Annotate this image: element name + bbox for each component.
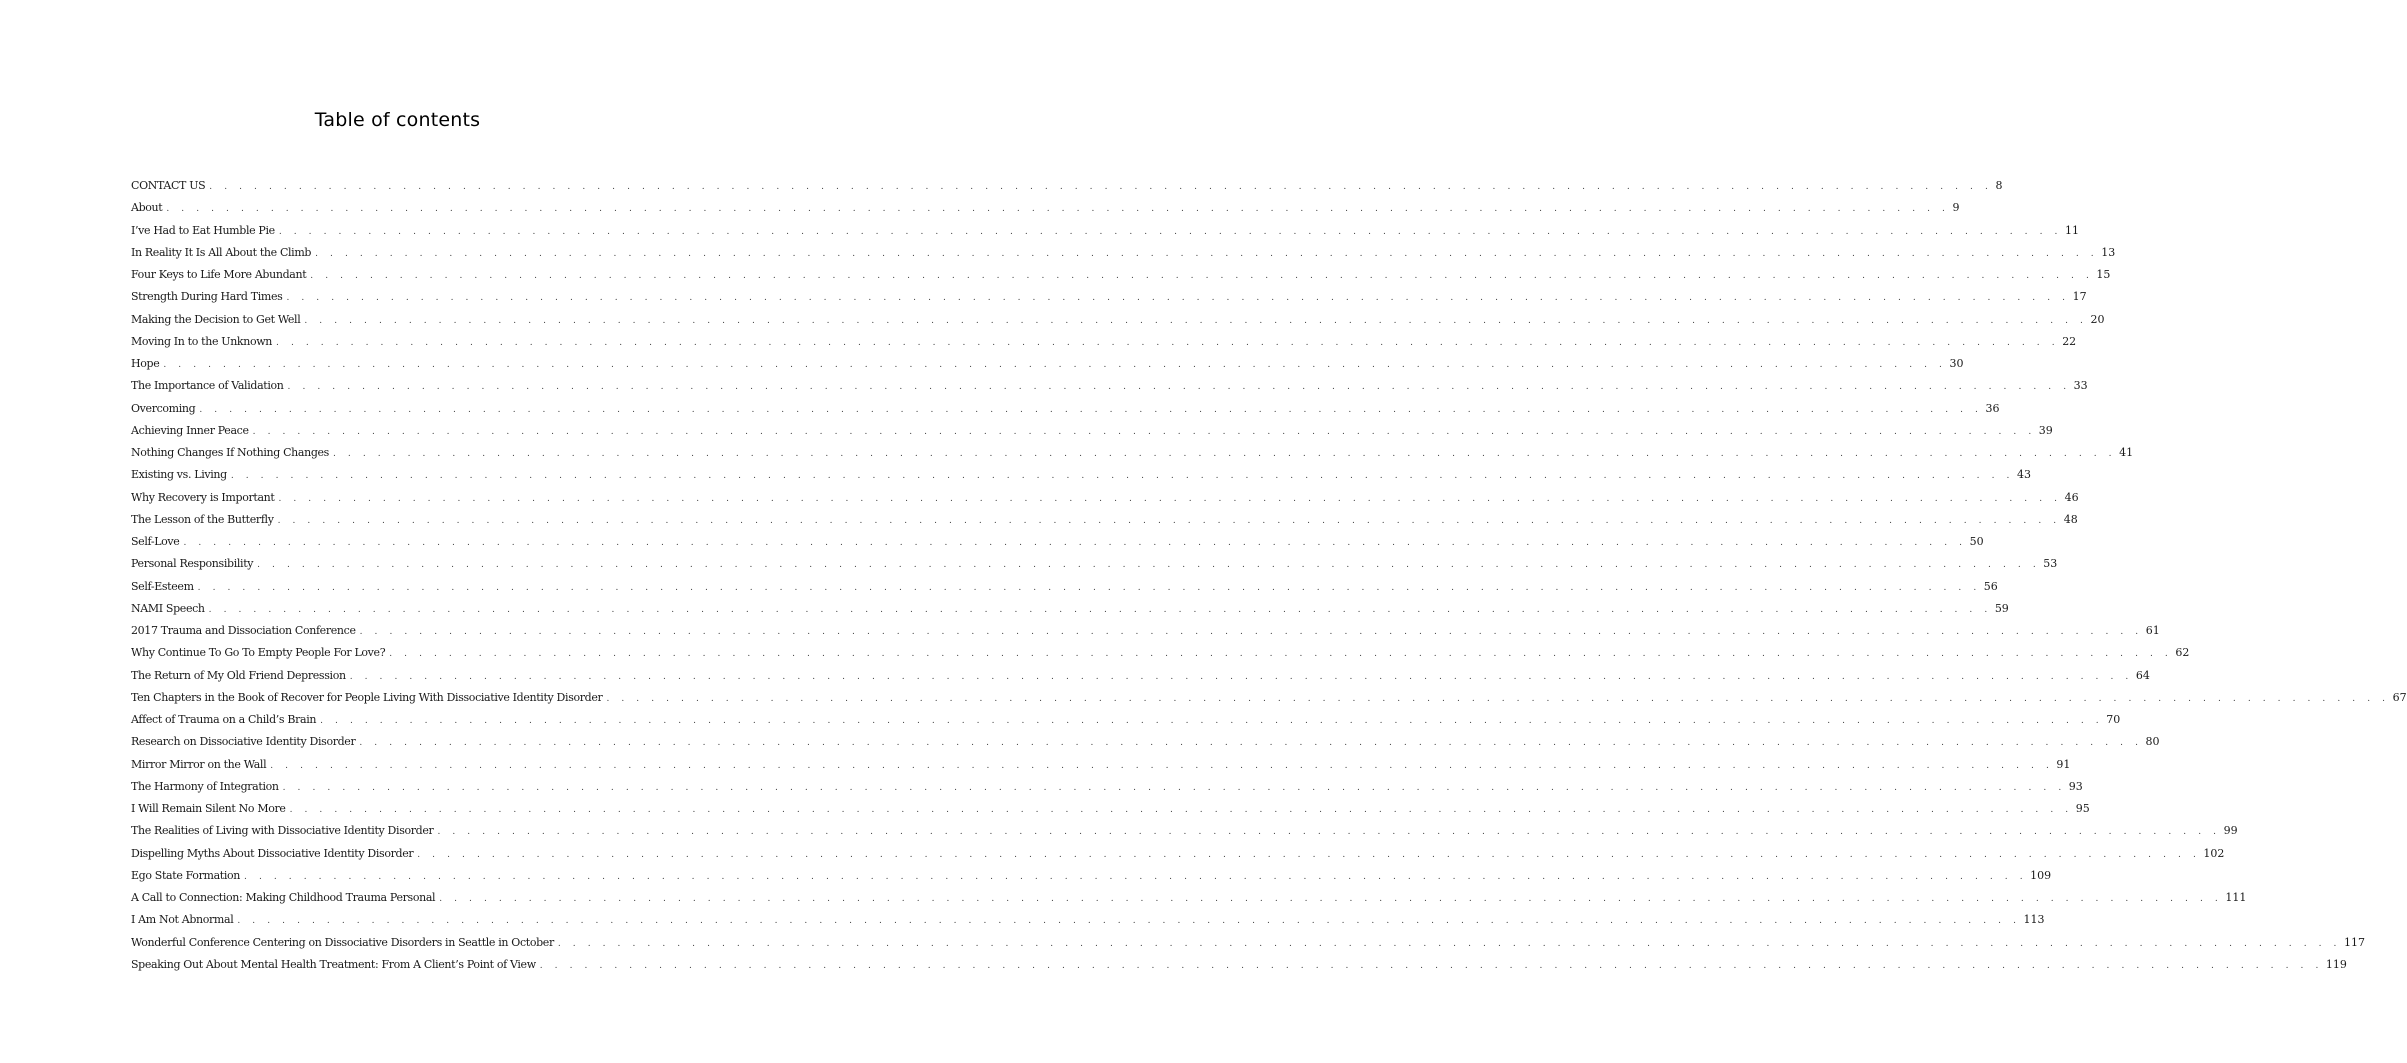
toc-entry-page-number: 50 xyxy=(1969,535,1984,548)
toc-entry-page-number: 109 xyxy=(2030,868,2052,882)
toc-entry-title: NAMI Speech xyxy=(131,601,205,615)
toc-entry-title: I’ve Had to Eat Humble Pie xyxy=(131,223,275,237)
dot-leader: . . . . . . . . . . . . . . . . . . . . . . . . . . . . . . . . . . . . . . . . . . . . . . . . . . . . . . . . . . . . . . . . . . . . . . . . . . . . . . . . . . . . . . . . . . . . . . . . . . . . . . . . . . . . . . . . . . . . . . . . xyxy=(277,515,2061,526)
toc-entry-page-number: 80 xyxy=(2145,735,2160,749)
dot-leader: . . . . . . . . . . . . . . . . . . . . . . . . . . . . . . . . . . . . . . . . . . . . . . . . . . . . . . . . . . . . . . . . . . . . . . . . . . . . . . . . . . . . . . . . . . . . . . . . . . . . . . . . . . . . . . . . . . . . . . . . xyxy=(539,960,2323,971)
toc-entry-title: Ten Chapters in the Book of Recover for People Living With Dissociative Identity Disorder xyxy=(131,690,603,704)
toc-entry[interactable] xyxy=(131,687,2407,709)
toc-entry-page-number: 13 xyxy=(2101,245,2116,259)
toc-entry-page-number: 61 xyxy=(2145,624,2160,637)
toc-entry-title: Strength During Hard Times xyxy=(131,290,283,304)
toc-entry[interactable] xyxy=(131,553,2058,575)
toc-entry-title: The Realities of Living with Dissociative Identity Disorder xyxy=(131,824,434,838)
toc-entry-page-number: 15 xyxy=(2096,268,2111,281)
toc-entry-page-number: 117 xyxy=(2344,935,2366,949)
toc-entry-title: CONTACT US xyxy=(131,179,206,192)
toc-entry[interactable] xyxy=(131,286,2087,308)
toc-entry[interactable] xyxy=(131,464,2031,486)
toc-entry[interactable] xyxy=(131,865,2052,887)
toc-entry-title: Research on Dissociative Identity Disorder xyxy=(131,735,356,749)
toc-entry[interactable] xyxy=(131,709,2121,731)
toc-entry[interactable] xyxy=(131,331,2077,353)
toc-entry-title: 2017 Trauma and Dissociation Conference xyxy=(131,624,356,637)
toc-entry-page-number: 70 xyxy=(2106,713,2121,726)
toc-entry-title: In Reality It Is All About the Climb xyxy=(131,245,312,259)
dot-leader: . . . . . . . . . . . . . . . . . . . . . . . . . . . . . . . . . . . . . . . . . . . . . . . . . . . . . . . . . . . . . . . . . . . . . . . . . . . . . . . . . . . . . . . . . . . . . . . . . . . . . . . . . . . . . . . . . . . . . . . . xyxy=(389,649,2173,660)
dot-leader: . . . . . . . . . . . . . . . . . . . . . . . . . . . . . . . . . . . . . . . . . . . . . . . . . . . . . . . . . . . . . . . . . . . . . . . . . . . . . . . . . . . . . . . . . . . . . . . . . . . . . . . . . . . . . . . . . . . . . . . . xyxy=(557,938,2342,949)
toc-entry[interactable] xyxy=(131,754,2071,776)
toc-entry-title: Why Continue To Go To Empty People For Love? xyxy=(131,646,386,660)
dot-leader: . . . . . . . . . . . . . . . . . . . . . . . . . . . . . . . . . . . . . . . . . . . . . . . . . . . . . . . . . . . . . . . . . . . . . . . . . . . . . . . . . . . . . . . . . . . . . . . . . . . . . . . . . . . . . . . . . . . . . . . . xyxy=(606,693,2390,704)
dot-leader: . . . . . . . . . . . . . . . . . . . . . . . . . . . . . . . . . . . . . . . . . . . . . . . . . . . . . . . . . . . . . . . . . . . . . . . . . . . . . . . . . . . . . . . . . . . . . . . . . . . . . . . . . . . . . . . . . . . . . . . . xyxy=(163,360,1947,370)
toc-entry-title: Hope xyxy=(131,357,160,370)
toc-entry[interactable] xyxy=(131,843,2225,865)
dot-leader: . . . . . . . . . . . . . . . . . . . . . . . . . . . . . . . . . . . . . . . . . . . . . . . . . . . . . . . . . . . . . . . . . . . . . . . . . . . . . . . . . . . . . . . . . . . . . . . . . . . . . . . . . . . . . . . . . . . . . . . . xyxy=(257,560,2041,571)
toc-entry[interactable] xyxy=(131,242,2116,264)
toc-entry-title: I Will Remain Silent No More xyxy=(131,802,286,815)
toc-entry-title: Speaking Out About Mental Health Treatment: From A Client’s Point of View xyxy=(131,957,536,971)
dot-leader: . . . . . . . . . . . . . . . . . . . . . . . . . . . . . . . . . . . . . . . . . . . . . . . . . . . . . . . . . . . . . . . . . . . . . . . . . . . . . . . . . . . . . . . . . . . . . . . . . . . . . . . . . . . . . . . . . . . . . . . . xyxy=(349,671,2133,682)
toc-entry-page-number: 67 xyxy=(2392,690,2407,704)
toc-entry-title: I Am Not Abnormal xyxy=(131,913,234,927)
toc-entry[interactable] xyxy=(131,531,1984,553)
dot-leader: . . . . . . . . . . . . . . . . . . . . . . . . . . . . . . . . . . . . . . . . . . . . . . . . . . . . . . . . . . . . . . . . . . . . . . . . . . . . . . . . . . . . . . . . . . . . . . . . . . . . . . . . . . . . . . . . . . . . . . . . xyxy=(437,827,2221,838)
toc-entry-title: The Importance of Validation xyxy=(131,379,284,393)
toc-entry-title: The Return of My Old Friend Depression xyxy=(131,668,346,682)
dot-leader: . . . . . . . . . . . . . . . . . . . . . . . . . . . . . . . . . . . . . . . . . . . . . . . . . . . . . . . . . . . . . . . . . . . . . . . . . . . . . . . . . . . . . . . . . . . . . . . . . . . . . . . . . . . . . . . . . . . . . . . . xyxy=(209,182,1993,192)
toc-entry[interactable] xyxy=(131,398,2000,420)
table-of-contents xyxy=(131,175,2407,976)
toc-entry[interactable] xyxy=(131,620,2160,642)
toc-entry[interactable] xyxy=(131,220,2079,242)
toc-entry-title: Overcoming xyxy=(131,401,196,415)
toc-entry-title: Nothing Changes If Nothing Changes xyxy=(131,446,329,459)
dot-leader: . . . . . . . . . . . . . . . . . . . . . . . . . . . . . . . . . . . . . . . . . . . . . . . . . . . . . . . . . . . . . . . . . . . . . . . . . . . . . . . . . . . . . . . . . . . . . . . . . . . . . . . . . . . . . . . . . . . . . . . . xyxy=(244,871,2028,882)
dot-leader: . . . . . . . . . . . . . . . . . . . . . . . . . . . . . . . . . . . . . . . . . . . . . . . . . . . . . . . . . . . . . . . . . . . . . . . . . . . . . . . . . . . . . . . . . . . . . . . . . . . . . . . . . . . . . . . . . . . . . . . . xyxy=(208,604,1992,615)
toc-entry-page-number: 99 xyxy=(2223,824,2238,838)
toc-entry-page-number: 119 xyxy=(2325,957,2347,971)
page-title: Table of contents xyxy=(314,108,481,131)
toc-entry-title: Ego State Formation xyxy=(131,868,241,882)
toc-entry-page-number: 95 xyxy=(2075,802,2090,815)
toc-entry-title: Personal Responsibility xyxy=(131,557,254,571)
dot-leader: . . . . . . . . . . . . . . . . . . . . . . . . . . . . . . . . . . . . . . . . . . . . . . . . . . . . . . . . . . . . . . . . . . . . . . . . . . . . . . . . . . . . . . . . . . . . . . . . . . . . . . . . . . . . . . . . . . . . . . . . xyxy=(315,248,2099,259)
toc-entry-title: About xyxy=(131,201,163,215)
toc-entry-page-number: 17 xyxy=(2072,290,2087,304)
dot-leader: . . . . . . . . . . . . . . . . . . . . . . . . . . . . . . . . . . . . . . . . . . . . . . . . . . . . . . . . . . . . . . . . . . . . . . . . . . . . . . . . . . . . . . . . . . . . . . . . . . . . . . . . . . . . . . . . . . . . . . . . xyxy=(289,805,2073,815)
dot-leader: . . . . . . . . . . . . . . . . . . . . . . . . . . . . . . . . . . . . . . . . . . . . . . . . . . . . . . . . . . . . . . . . . . . . . . . . . . . . . . . . . . . . . . . . . . . . . . . . . . . . . . . . . . . . . . . . . . . . . . . . xyxy=(439,894,2223,904)
toc-entry[interactable] xyxy=(131,798,2090,820)
toc-entry[interactable] xyxy=(131,353,1964,375)
dot-leader: . . . . . . . . . . . . . . . . . . . . . . . . . . . . . . . . . . . . . . . . . . . . . . . . . . . . . . . . . . . . . . . . . . . . . . . . . . . . . . . . . . . . . . . . . . . . . . . . . . . . . . . . . . . . . . . . . . . . . . . . xyxy=(278,493,2062,504)
toc-entry[interactable] xyxy=(131,598,2009,620)
toc-entry[interactable] xyxy=(131,309,2105,331)
toc-entry-title: Self-Esteem xyxy=(131,579,194,593)
toc-entry[interactable] xyxy=(131,375,2088,397)
toc-entry-title: Moving In to the Unknown xyxy=(131,334,273,348)
toc-entry-title: Four Keys to Life More Abundant xyxy=(131,268,307,281)
toc-entry[interactable] xyxy=(131,442,2134,464)
toc-entry[interactable] xyxy=(131,487,2079,509)
toc-entry-page-number: 39 xyxy=(2038,423,2053,437)
toc-entry-page-number: 91 xyxy=(2056,757,2071,771)
toc-entry-title: Mirror Mirror on the Wall xyxy=(131,757,267,771)
toc-entry-page-number: 22 xyxy=(2062,334,2077,348)
toc-entry-title: Why Recovery is Important xyxy=(131,490,275,504)
dot-leader: . . . . . . . . . . . . . . . . . . . . . . . . . . . . . . . . . . . . . . . . . . . . . . . . . . . . . . . . . . . . . . . . . . . . . . . . . . . . . . . . . . . . . . . . . . . . . . . . . . . . . . . . . . . . . . . . . . . . . . . . xyxy=(237,916,2021,927)
toc-entry-page-number: 41 xyxy=(2119,446,2134,459)
toc-entry-page-number: 93 xyxy=(2068,779,2083,793)
dot-leader: . . . . . . . . . . . . . . . . . . . . . . . . . . . . . . . . . . . . . . . . . . . . . . . . . . . . . . . . . . . . . . . . . . . . . . . . . . . . . . . . . . . . . . . . . . . . . . . . . . . . . . . . . . . . . . . . . . . . . . . . xyxy=(230,471,2014,482)
toc-entry-title: Existing vs. Living xyxy=(131,468,227,482)
toc-entry-page-number: 102 xyxy=(2203,846,2225,860)
toc-entry-page-number: 64 xyxy=(2135,668,2150,682)
toc-entry-page-number: 36 xyxy=(1985,401,2000,415)
dot-leader: . . . . . . . . . . . . . . . . . . . . . . . . . . . . . . . . . . . . . . . . . . . . . . . . . . . . . . . . . . . . . . . . . . . . . . . . . . . . . . . . . . . . . . . . . . . . . . . . . . . . . . . . . . . . . . . . . . . . . . . . xyxy=(286,293,2070,304)
toc-entry-page-number: 43 xyxy=(2016,468,2031,482)
dot-leader: . . . . . . . . . . . . . . . . . . . . . . . . . . . . . . . . . . . . . . . . . . . . . . . . . . . . . . . . . . . . . . . . . . . . . . . . . . . . . . . . . . . . . . . . . . . . . . . . . . . . . . . . . . . . . . . . . . . . . . . . xyxy=(166,204,1950,215)
toc-entry-page-number: 20 xyxy=(2090,312,2105,326)
dot-leader: . . . . . . . . . . . . . . . . . . . . . . . . . . . . . . . . . . . . . . . . . . . . . . . . . . . . . . . . . . . . . . . . . . . . . . . . . . . . . . . . . . . . . . . . . . . . . . . . . . . . . . . . . . . . . . . . . . . . . . . . xyxy=(270,760,2054,771)
toc-entry[interactable] xyxy=(131,820,2238,842)
toc-entry-page-number: 46 xyxy=(2064,490,2079,504)
dot-leader: . . . . . . . . . . . . . . . . . . . . . . . . . . . . . . . . . . . . . . . . . . . . . . . . . . . . . . . . . . . . . . . . . . . . . . . . . . . . . . . . . . . . . . . . . . . . . . . . . . . . . . . . . . . . . . . . . . . . . . . . xyxy=(304,315,2088,326)
toc-entry-page-number: 62 xyxy=(2175,646,2190,660)
dot-leader: . . . . . . . . . . . . . . . . . . . . . . . . . . . . . . . . . . . . . . . . . . . . . . . . . . . . . . . . . . . . . . . . . . . . . . . . . . . . . . . . . . . . . . . . . . . . . . . . . . . . . . . . . . . . . . . . . . . . . . . . xyxy=(359,627,2143,637)
toc-entry-title: Affect of Trauma on a Child’s Brain xyxy=(131,713,317,726)
toc-entry-page-number: 48 xyxy=(2063,512,2078,526)
toc-entry-page-number: 59 xyxy=(1994,601,2009,615)
toc-entry-title: The Lesson of the Butterfly xyxy=(131,512,274,526)
toc-entry-title: A Call to Connection: Making Childhood Trauma Personal xyxy=(131,891,436,904)
toc-entry[interactable] xyxy=(131,642,2190,664)
toc-entry-title: The Harmony of Integration xyxy=(131,779,279,793)
toc-entry[interactable] xyxy=(131,509,2078,531)
toc-entry[interactable] xyxy=(131,665,2150,687)
toc-entry-page-number: 111 xyxy=(2225,891,2247,904)
dot-leader: . . . . . . . . . . . . . . . . . . . . . . . . . . . . . . . . . . . . . . . . . . . . . . . . . . . . . . . . . . . . . . . . . . . . . . . . . . . . . . . . . . . . . . . . . . . . . . . . . . . . . . . . . . . . . . . . . . . . . . . . xyxy=(252,426,2036,437)
dot-leader: . . . . . . . . . . . . . . . . . . . . . . . . . . . . . . . . . . . . . . . . . . . . . . . . . . . . . . . . . . . . . . . . . . . . . . . . . . . . . . . . . . . . . . . . . . . . . . . . . . . . . . . . . . . . . . . . . . . . . . . . xyxy=(332,449,2117,459)
toc-entry[interactable] xyxy=(131,731,2160,753)
dot-leader: . . . . . . . . . . . . . . . . . . . . . . . . . . . . . . . . . . . . . . . . . . . . . . . . . . . . . . . . . . . . . . . . . . . . . . . . . . . . . . . . . . . . . . . . . . . . . . . . . . . . . . . . . . . . . . . . . . . . . . . . xyxy=(310,271,2094,281)
toc-entry-page-number: 11 xyxy=(2064,223,2079,237)
dot-leader: . . . . . . . . . . . . . . . . . . . . . . . . . . . . . . . . . . . . . . . . . . . . . . . . . . . . . . . . . . . . . . . . . . . . . . . . . . . . . . . . . . . . . . . . . . . . . . . . . . . . . . . . . . . . . . . . . . . . . . . . xyxy=(199,404,1983,415)
toc-entry-page-number: 8 xyxy=(1995,179,2003,192)
toc-entry[interactable] xyxy=(131,909,2045,931)
toc-entry[interactable] xyxy=(131,776,2083,798)
toc-entry-title: Wonderful Conference Centering on Dissociative Disorders in Seattle in October xyxy=(131,935,554,949)
toc-entry[interactable] xyxy=(131,576,1998,598)
toc-entry-title: Self-Love xyxy=(131,535,180,548)
dot-leader: . . . . . . . . . . . . . . . . . . . . . . . . . . . . . . . . . . . . . . . . . . . . . . . . . . . . . . . . . . . . . . . . . . . . . . . . . . . . . . . . . . . . . . . . . . . . . . . . . . . . . . . . . . . . . . . . . . . . . . . . xyxy=(320,716,2104,726)
toc-entry-page-number: 56 xyxy=(1983,579,1998,593)
dot-leader: . . . . . . . . . . . . . . . . . . . . . . . . . . . . . . . . . . . . . . . . . . . . . . . . . . . . . . . . . . . . . . . . . . . . . . . . . . . . . . . . . . . . . . . . . . . . . . . . . . . . . . . . . . . . . . . . . . . . . . . . xyxy=(417,849,2201,860)
dot-leader: . . . . . . . . . . . . . . . . . . . . . . . . . . . . . . . . . . . . . . . . . . . . . . . . . . . . . . . . . . . . . . . . . . . . . . . . . . . . . . . . . . . . . . . . . . . . . . . . . . . . . . . . . . . . . . . . . . . . . . . . xyxy=(183,538,1967,548)
dot-leader: . . . . . . . . . . . . . . . . . . . . . . . . . . . . . . . . . . . . . . . . . . . . . . . . . . . . . . . . . . . . . . . . . . . . . . . . . . . . . . . . . . . . . . . . . . . . . . . . . . . . . . . . . . . . . . . . . . . . . . . . xyxy=(276,337,2060,348)
toc-entry[interactable] xyxy=(131,420,2053,442)
toc-entry[interactable] xyxy=(131,197,1960,219)
dot-leader: . . . . . . . . . . . . . . . . . . . . . . . . . . . . . . . . . . . . . . . . . . . . . . . . . . . . . . . . . . . . . . . . . . . . . . . . . . . . . . . . . . . . . . . . . . . . . . . . . . . . . . . . . . . . . . . . . . . . . . . . xyxy=(278,226,2062,237)
toc-entry[interactable] xyxy=(131,887,2247,909)
toc-entry-page-number: 9 xyxy=(1952,201,1960,215)
toc-entry-page-number: 33 xyxy=(2073,379,2088,393)
toc-entry-title: Achieving Inner Peace xyxy=(131,423,249,437)
toc-entry[interactable] xyxy=(131,264,2111,286)
toc-entry-page-number: 30 xyxy=(1949,357,1964,370)
dot-leader: . . . . . . . . . . . . . . . . . . . . . . . . . . . . . . . . . . . . . . . . . . . . . . . . . . . . . . . . . . . . . . . . . . . . . . . . . . . . . . . . . . . . . . . . . . . . . . . . . . . . . . . . . . . . . . . . . . . . . . . . xyxy=(282,782,2066,793)
toc-entry-page-number: 113 xyxy=(2023,913,2045,927)
dot-leader: . . . . . . . . . . . . . . . . . . . . . . . . . . . . . . . . . . . . . . . . . . . . . . . . . . . . . . . . . . . . . . . . . . . . . . . . . . . . . . . . . . . . . . . . . . . . . . . . . . . . . . . . . . . . . . . . . . . . . . . . xyxy=(287,382,2071,393)
toc-entry[interactable] xyxy=(131,954,2347,976)
dot-leader: . . . . . . . . . . . . . . . . . . . . . . . . . . . . . . . . . . . . . . . . . . . . . . . . . . . . . . . . . . . . . . . . . . . . . . . . . . . . . . . . . . . . . . . . . . . . . . . . . . . . . . . . . . . . . . . . . . . . . . . . xyxy=(359,738,2143,749)
toc-entry[interactable] xyxy=(131,175,2003,197)
dot-leader: . . . . . . . . . . . . . . . . . . . . . . . . . . . . . . . . . . . . . . . . . . . . . . . . . . . . . . . . . . . . . . . . . . . . . . . . . . . . . . . . . . . . . . . . . . . . . . . . . . . . . . . . . . . . . . . . . . . . . . . . xyxy=(197,582,1981,593)
toc-entry-page-number: 53 xyxy=(2043,557,2058,571)
toc-entry[interactable] xyxy=(131,932,2366,954)
toc-entry-title: Making the Decision to Get Well xyxy=(131,312,301,326)
toc-entry-title: Dispelling Myths About Dissociative Identity Disorder xyxy=(131,846,414,860)
